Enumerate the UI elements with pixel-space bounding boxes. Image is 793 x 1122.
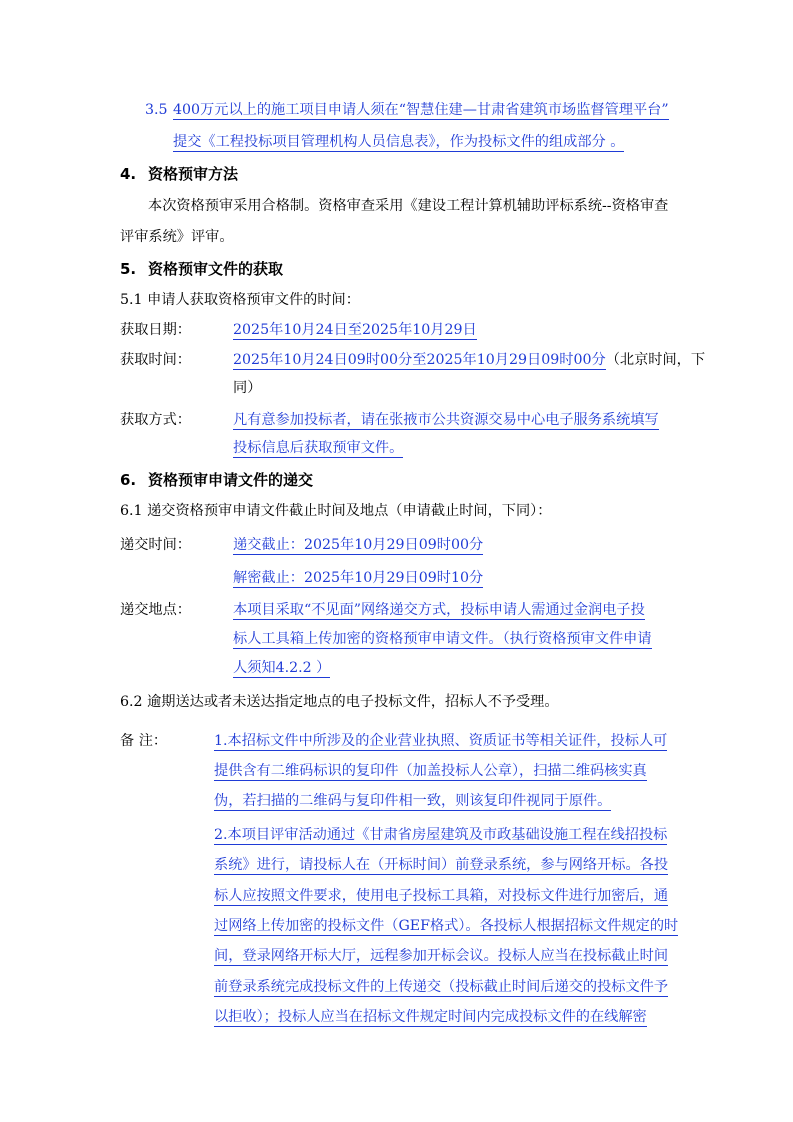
submit-time-label: 递交时间： bbox=[120, 537, 191, 553]
note-2-line2-text: 系统》进行，请投标人在（开标时间）前登录系统，参与网络开标。各投 bbox=[214, 857, 669, 873]
get-method-line2-text: 投标信息后获取预审文件。 bbox=[233, 440, 404, 456]
section-5-number: 5. bbox=[120, 260, 137, 278]
get-time-note-line2: 同） bbox=[233, 380, 262, 396]
note-1-line1 bbox=[214, 731, 667, 751]
note-2-line1-text: 2.本项目评审活动通过《甘肃省房屋建筑及市政基础设施工程在线招投标 bbox=[214, 827, 668, 843]
section-5-1-text: 5.1 申请人获取资格预审文件的时间： bbox=[120, 292, 360, 308]
note-2-line7 bbox=[214, 1007, 647, 1027]
note-2-line3 bbox=[214, 886, 668, 906]
submit-deadline-text: 递交截止：2025年10月29日09时00分 bbox=[233, 537, 484, 553]
submit-place-label: 递交地点： bbox=[120, 602, 191, 618]
get-time-line1 bbox=[233, 350, 705, 370]
section-6-number: 6. bbox=[120, 471, 137, 489]
section-4-number: 4. bbox=[120, 165, 137, 183]
submit-place-line3-text: 人须知4.2.2 ） bbox=[233, 660, 331, 676]
get-method-line1-text: 凡有意参加投标者，请在张掖市公共资源交易中心电子服务系统填写 bbox=[233, 412, 659, 428]
section-3-5-number: 3.5 bbox=[145, 102, 168, 118]
get-method-line2 bbox=[233, 438, 403, 458]
submit-place-line3 bbox=[233, 658, 330, 678]
submit-deadline bbox=[233, 535, 483, 555]
section-4-title: 资格预审方法 bbox=[148, 165, 239, 183]
section-4-body-line1: 本次资格预审采用合格制。资格审查采用《建设工程计算机辅助评标系统--资格审查 bbox=[148, 198, 669, 214]
note-1-line3 bbox=[214, 791, 611, 811]
decrypt-deadline bbox=[233, 568, 483, 588]
note-2-line1 bbox=[214, 825, 667, 845]
get-date-label: 获取日期： bbox=[120, 322, 191, 338]
get-time-value: 2025年10月24日09时00分至2025年10月29日09时00分 bbox=[233, 352, 606, 368]
submit-place-line1 bbox=[233, 600, 645, 620]
note-1-line3-text: 伪，若扫描的二维码与复印件相一致，则该复印件视同于原件。 bbox=[214, 793, 612, 809]
get-time-note: （北京时间，下 bbox=[605, 352, 706, 368]
section-3-5-line1-text: 400万元以上的施工项目申请人须在“智慧住建—甘肃省建筑市场监督管理平台” bbox=[173, 102, 669, 118]
note-2-line6 bbox=[214, 977, 668, 997]
submit-place-line2-text: 标人工具箱上传加密的资格预审申请文件。（执行资格预审文件申请 bbox=[233, 631, 652, 647]
section-6-title: 资格预审申请文件的递交 bbox=[148, 471, 314, 489]
note-1-line2-text: 提供含有二维码标识的复印件（加盖投标人公章），扫描二维码核实真 bbox=[214, 763, 647, 779]
section-6-2-text: 6.2 逾期送达或者未送达指定地点的电子投标文件，招标人不予受理。 bbox=[120, 694, 559, 710]
note-1-line2 bbox=[214, 761, 647, 781]
submit-place-line1-text: 本项目采取“不见面”网络递交方式，投标申请人需通过金润电子投 bbox=[233, 602, 645, 618]
get-method-label: 获取方式： bbox=[120, 412, 191, 428]
note-1-line1-text: 1.本招标文件中所涉及的企业营业执照、资质证书等相关证件，投标人可 bbox=[214, 733, 668, 749]
notes-label: 备 注： bbox=[120, 733, 168, 749]
note-2-line6-text: 前登录系统完成投标文件的上传递交（投标截止时间后递交的投标文件予 bbox=[214, 979, 669, 995]
get-date-value-text: 2025年10月24日至2025年10月29日 bbox=[233, 322, 477, 338]
get-method-line1 bbox=[233, 410, 659, 430]
get-date-value bbox=[233, 320, 477, 340]
get-time-label: 获取时间： bbox=[120, 352, 191, 368]
note-2-line5-text: 间，登录网络开标大厅，远程参加开标会议。投标人应当在投标截止时间 bbox=[214, 948, 669, 964]
section-3-5-line2 bbox=[173, 132, 624, 152]
decrypt-deadline-text: 解密截止：2025年10月29日09时10分 bbox=[233, 570, 484, 586]
section-4-body-line2: 评审系统》评审。 bbox=[120, 229, 234, 245]
submit-place-line2 bbox=[233, 629, 652, 649]
note-2-line7-text: 以拒收）；投标人应当在招标文件规定时间内完成投标文件的在线解密 bbox=[214, 1009, 647, 1025]
note-2-line2 bbox=[214, 855, 668, 875]
note-2-line5 bbox=[214, 946, 668, 966]
section-3-5-line2-text: 提交《工程投标项目管理机构人员信息表》，作为投标文件的组成部分 。 bbox=[173, 134, 625, 150]
section-3-5-line1 bbox=[173, 100, 669, 120]
section-5-title: 资格预审文件的获取 bbox=[148, 260, 284, 278]
note-2-line4 bbox=[214, 916, 678, 936]
note-2-line4-text: 过网络上传加密的投标文件（GEF格式）。各投标人根据招标文件规定的时 bbox=[214, 918, 679, 934]
note-2-line3-text: 标人应按照文件要求，使用电子投标工具箱，对投标文件进行加密后，通 bbox=[214, 888, 669, 904]
section-6-1-text: 6.1 递交资格预审申请文件截止时间及地点（申请截止时间，下同）： bbox=[120, 503, 552, 519]
